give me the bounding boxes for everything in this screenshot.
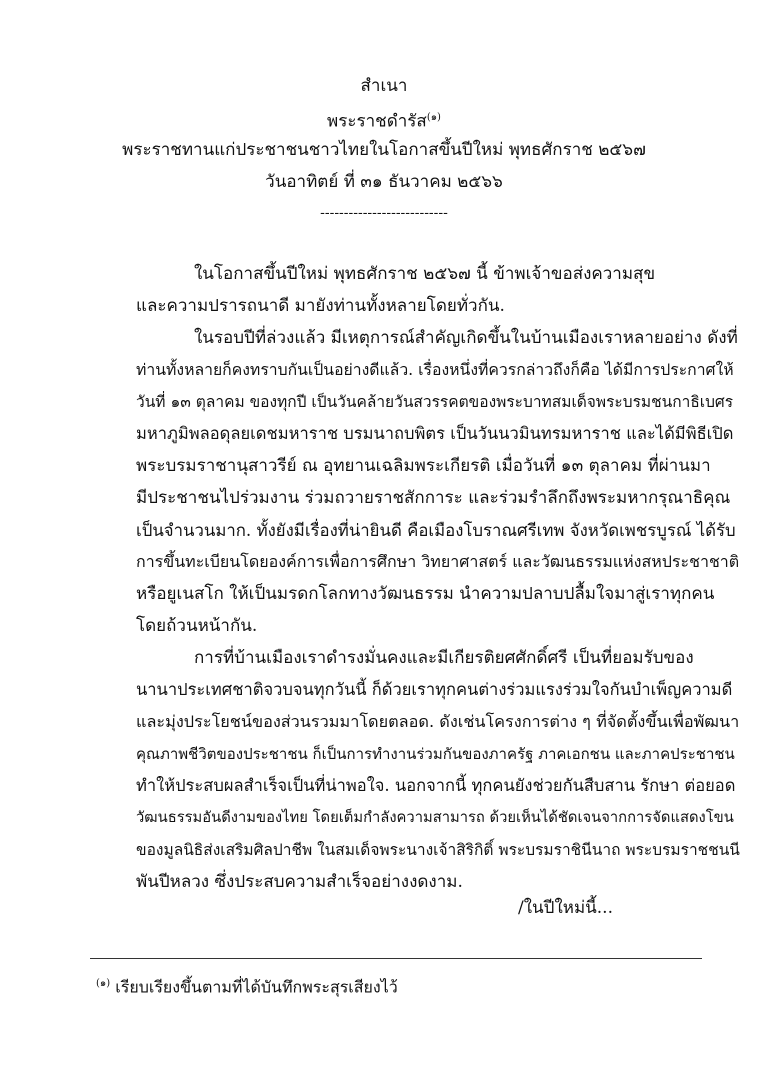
footnote-text: เรียบเรียงขึ้นตามที่ได้บันทึกพระสุรเสียงไว้ bbox=[115, 977, 398, 997]
paragraph-2-line-2: ท่านทั้งหลายก็คงทราบกันเป็นอย่างดีแล้ว. เรื่องหนึ่งที่ควรกล่าวถึงก็คือ ได้มีการประกาศให้ bbox=[136, 360, 734, 379]
title-text: พระราชดำรัส bbox=[327, 111, 427, 132]
header-separator: --------------------------- bbox=[320, 205, 448, 221]
paragraph-2-line-10: โดยถ้วนหน้ากัน. bbox=[136, 616, 258, 636]
paragraph-3-line-1: การที่บ้านเมืองเราดำรงมั่นคงและมีเกียรติยศศักดิ์ศรี เป็นที่ยอมรับของ bbox=[194, 648, 694, 668]
paragraph-3-line-6: วัฒนธรรมอันดีงามของไทย โดยเต็มกำลังความสามารถ ด้วยเห็นได้ชัดเจนจากการจัดแสดงโขน bbox=[136, 809, 734, 826]
paragraph-3-line-4: คุณภาพชีวิตของประชาชน ก็เป็นการทำงานร่วมกันของภาครัฐ ภาคเอกชน และภาคประชาชน bbox=[136, 745, 735, 763]
paragraph-3-line-7: ของมูลนิธิส่งเสริมศิลปาชีพ ในสมเด็จพระนางเจ้าสิริกิติ์ พระบรมราชินีนาถ พระบรมราชชนนี bbox=[136, 841, 740, 859]
paragraph-1-line-1: ในโอกาสขึ้นปีใหม่ พุทธศักราช ๒๕๖๗ นี้ ข้าพเจ้าขอส่งความสุข bbox=[194, 264, 656, 284]
title-footnote-mark: (๑) bbox=[426, 112, 441, 123]
footnote bbox=[96, 974, 398, 997]
document-date: วันอาทิตย์ ที่ ๓๑ ธันวาคม ๒๕๖๖ bbox=[265, 172, 503, 192]
paragraph-2-line-7: เป็นจำนวนมาก. ทั้งยังมีเรื่องที่น่ายินดี คือเมืองโบราณศรีเทพ จังหวัดเพชรบูรณ์ ได้รับ bbox=[136, 520, 736, 540]
copy-label: สำเนา bbox=[360, 76, 408, 96]
paragraph-2-line-4: มหาภูมิพลอดุลยเดชมหาราช บรมนาถบพิตร เป็นวันนวมินทรมหาราช และได้มีพิธีเปิด bbox=[136, 424, 734, 443]
continuation-note: /ในปีใหม่นี้... bbox=[518, 898, 613, 918]
paragraph-1-line-2: และความปรารถนาดี มายังท่านทั้งหลายโดยทั่วกัน. bbox=[136, 296, 505, 316]
paragraph-2-line-5: พระบรมราชานุสาวรีย์ ณ อุทยานเฉลิมพระเกียรติ เมื่อวันที่ ๑๓ ตุลาคม ที่ผ่านมา bbox=[136, 456, 711, 476]
paragraph-2-line-6: มีประชาชนไปร่วมงาน ร่วมถวายราชสักการะ และร่วมรำลึกถึงพระมหากรุณาธิคุณ bbox=[136, 488, 731, 508]
paragraph-3-line-8: พันปีหลวง ซึ่งประสบความสำเร็จอย่างงดงาม. bbox=[136, 872, 463, 892]
document-subtitle: พระราชทานแก่ประชาชนชาวไทยในโอกาสขึ้นปีใหม่ พุทธศักราช ๒๕๖๗ bbox=[122, 140, 646, 160]
paragraph-2-line-9: หรือยูเนสโก ให้เป็นมรดกโลกทางวัฒนธรรม นำความปลาบปลื้มใจมาสู่เราทุกคน bbox=[136, 584, 715, 604]
document-title bbox=[0, 108, 768, 132]
paragraph-2-line-8: การขึ้นทะเบียนโดยองค์การเพื่อการศึกษา วิทยาศาสตร์ และวัฒนธรรมแห่งสหประชาชาติ bbox=[136, 552, 740, 571]
paragraph-3-line-5: ทำให้ประสบผลสำเร็จเป็นที่น่าพอใจ. นอกจากนี้ ทุกคนยังช่วยกันสืบสาน รักษา ต่อยอด bbox=[136, 776, 736, 795]
paragraph-2-line-3: วันที่ ๑๓ ตุลาคม ของทุกปี เป็นวันคล้ายวันสวรรคตของพระบาทสมเด็จพระบรมชนกาธิเบศร bbox=[136, 393, 734, 411]
paragraph-2-line-1: ในรอบปีที่ล่วงแล้ว มีเหตุการณ์สำคัญเกิดขึ้นในบ้านเมืองเราหลายอย่าง ดังที่ bbox=[194, 328, 738, 348]
footnote-mark: (๑) bbox=[96, 978, 111, 989]
paragraph-3-line-2: นานาประเทศชาติจวบจนทุกวันนี้ ก็ด้วยเราทุกคนต่างร่วมแรงร่วมใจกันบำเพ็ญความดี bbox=[136, 680, 733, 699]
paragraph-3-line-3: และมุ่งประโยชน์ของส่วนรวมมาโดยตลอด. ดังเช่นโครงการต่าง ๆ ที่จัดตั้งขึ้นเพื่อพัฒนา bbox=[136, 712, 740, 731]
footnote-divider bbox=[90, 958, 702, 959]
